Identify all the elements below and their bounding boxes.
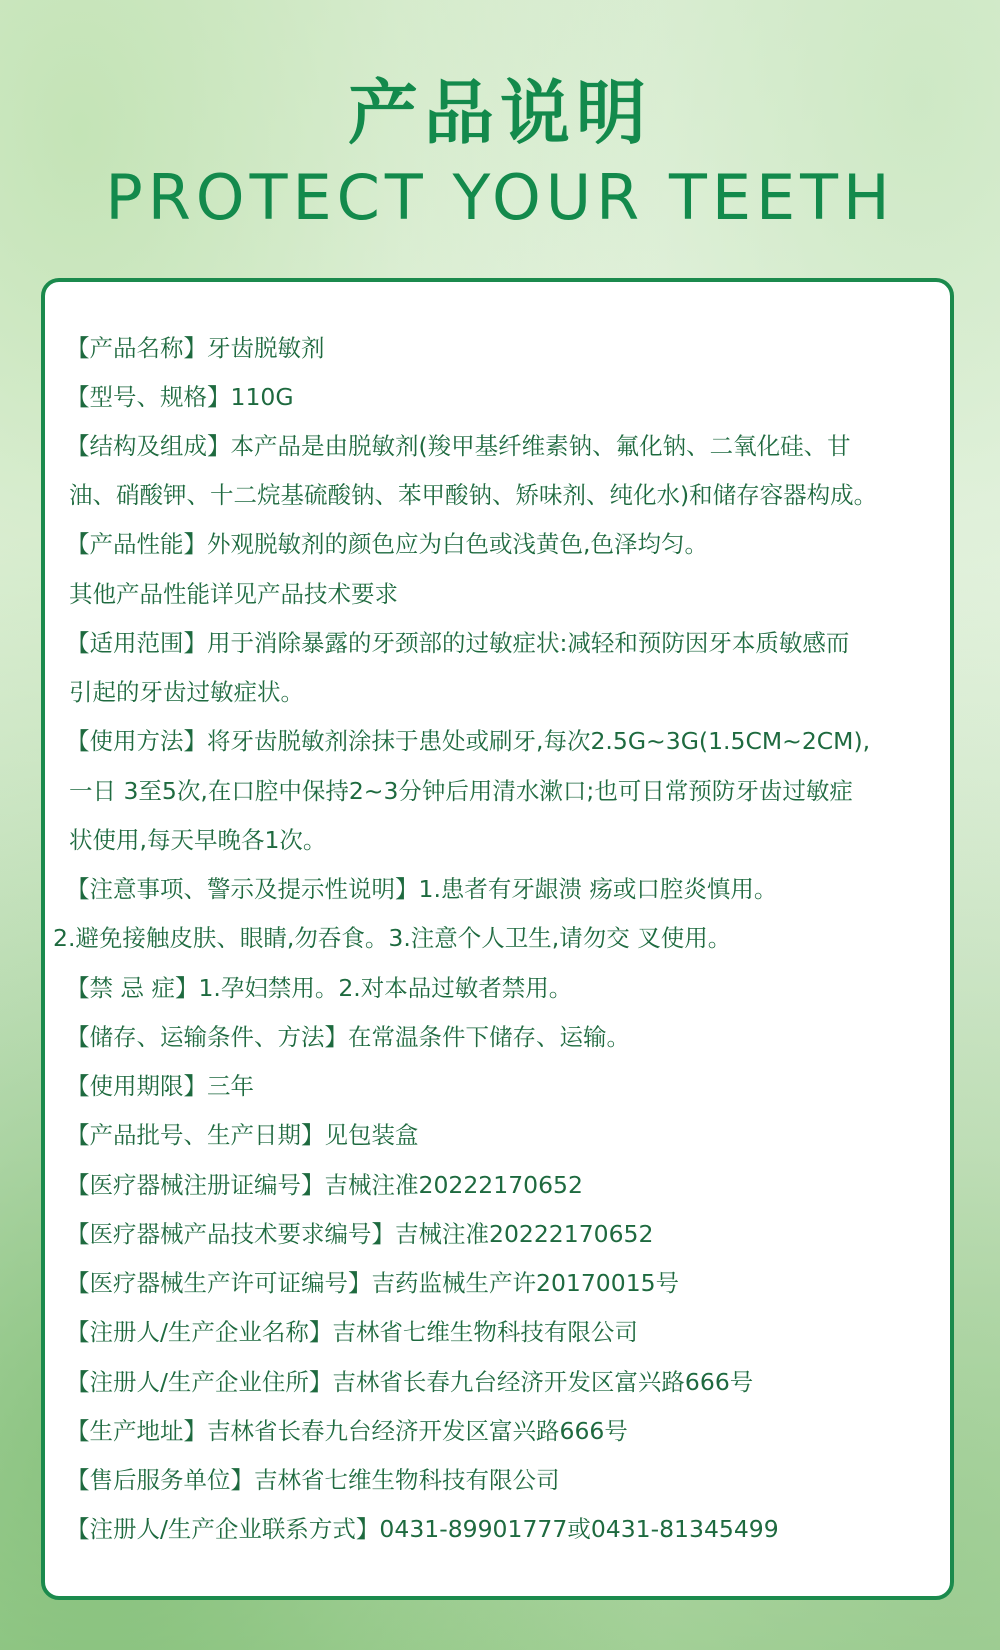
info-line: 【注册人/生产企业名称】吉林省七维生物科技有限公司	[66, 1318, 638, 1346]
info-line: 【结构及组成】本产品是由脱敏剂(羧甲基纤维素钠、氟化钠、二氧化硅、甘	[66, 432, 851, 460]
info-line: 【产品名称】牙齿脱敏剂	[66, 334, 325, 362]
info-line: 引起的牙齿过敏症状。	[69, 678, 304, 706]
info-line: 状使用,每天早晚各1次。	[69, 826, 327, 854]
info-line: 【注册人/生产企业联系方式】0431-89901777或0431-81345499	[66, 1515, 779, 1543]
info-line: 【适用范围】用于消除暴露的牙颈部的过敏症状:减轻和预防因牙本质敏感而	[66, 629, 850, 657]
info-line: 【医疗器械注册证编号】吉械注准20222170652	[66, 1171, 583, 1199]
info-line: 【注册人/生产企业住所】吉林省长春九台经济开发区富兴路666号	[66, 1368, 754, 1396]
page-subtitle: PROTECT YOUR TEETH	[105, 161, 895, 234]
page-title: 产品说明	[348, 72, 652, 154]
info-line: 【使用期限】三年	[66, 1072, 254, 1100]
info-line: 【禁 忌 症】1.孕妇禁用。2.对本品过敏者禁用。	[66, 974, 573, 1002]
info-line: 【注意事项、警示及提示性说明】1.患者有牙龈溃 疡或口腔炎慎用。	[66, 875, 778, 903]
product-info-card	[41, 278, 954, 1600]
info-line: 【使用方法】将牙齿脱敏剂涂抹于患处或刷牙,每次2.5G~3G(1.5CM~2CM),	[66, 727, 871, 755]
info-line: 【生产地址】吉林省长春九台经济开发区富兴路666号	[66, 1417, 628, 1445]
info-line: 【储存、运输条件、方法】在常温条件下储存、运输。	[66, 1023, 630, 1051]
info-line: 【医疗器械生产许可证编号】吉药监械生产许20170015号	[66, 1269, 680, 1297]
info-line: 【产品批号、生产日期】见包装盒	[66, 1121, 419, 1149]
info-line: 一日 3至5次,在口腔中保持2~3分钟后用清水漱口;也可日常预防牙齿过敏症	[69, 777, 853, 805]
info-line: 油、硝酸钾、十二烷基硫酸钠、苯甲酸钠、矫味剂、纯化水)和储存容器构成。	[69, 481, 878, 509]
info-line: 其他产品性能详见产品技术要求	[69, 580, 398, 608]
info-line: 【售后服务单位】吉林省七维生物科技有限公司	[66, 1466, 560, 1494]
info-line: 2.避免接触皮肤、眼睛,勿吞食。3.注意个人卫生,请勿交 叉使用。	[53, 924, 732, 952]
info-line: 【产品性能】外观脱敏剂的颜色应为白色或浅黄色,色泽均匀。	[66, 530, 708, 558]
info-line: 【医疗器械产品技术要求编号】吉械注准20222170652	[66, 1220, 654, 1248]
info-line: 【型号、规格】110G	[66, 383, 294, 411]
